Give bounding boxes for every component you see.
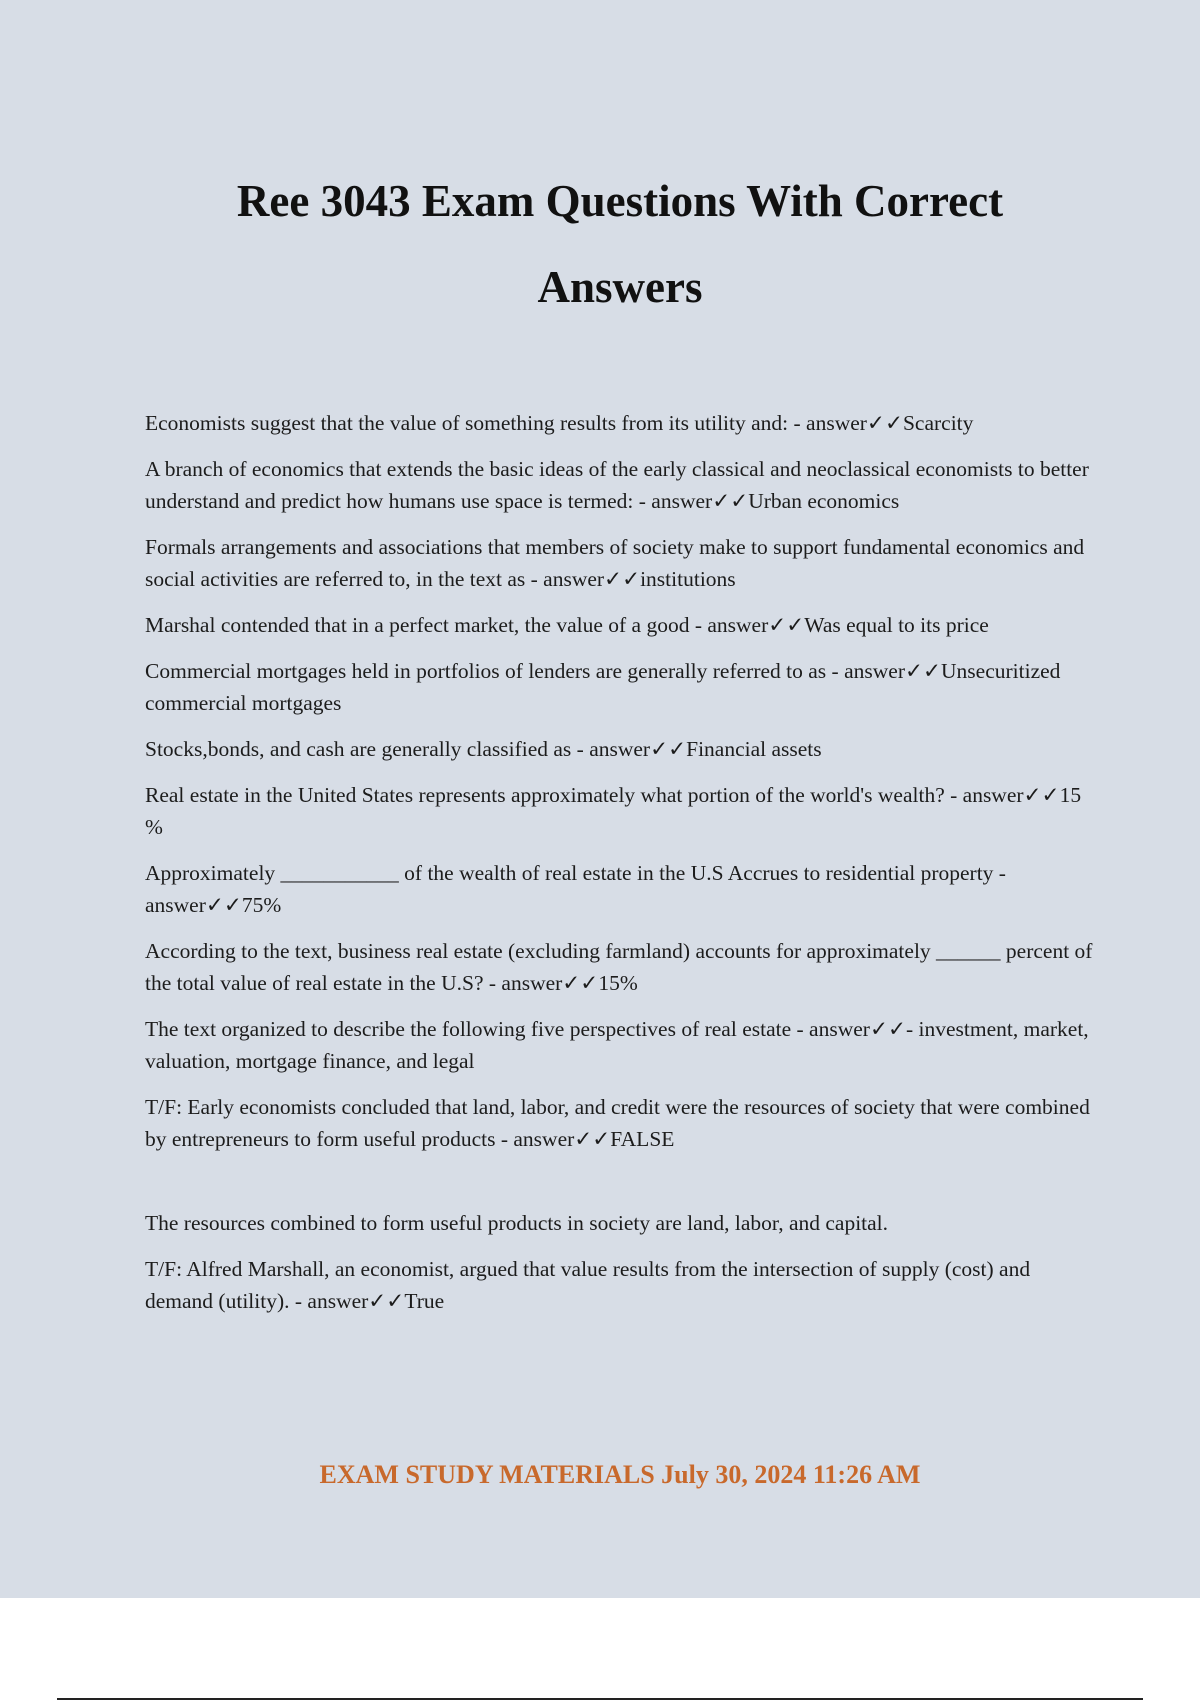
qa-item: Economists suggest that the value of something results from its utility and: - answer✓✓Scarcity [145,411,974,435]
qa-item: Formals arrangements and associations that members of society make to support fundamental economics and social activities are referred to, in the text as - answer✓✓institutions [145,535,1085,591]
qa-item: Commercial mortgages held in portfolios of lenders are generally referred to as - answer✓✓Unsecuritized commercial mortgages [145,659,1061,715]
qa-item: Marshal contended that in a perfect market, the value of a good - answer✓✓Was equal to its price [145,613,989,637]
qa-item: The text organized to describe the following five perspectives of real estate - answer✓✓- investment, market, valuation, mortgage finance, and legal [145,1017,1089,1073]
qa-list [145,407,1095,1331]
qa-item: Stocks,bonds, and cash are generally classified as - answer✓✓Financial assets [145,737,822,761]
qa-item: According to the text, business real estate (excluding farmland) accounts for approximately ______ percent of the total value of real estate in the U.S? - answer✓✓15% [145,939,1093,995]
qa-item: T/F: Early economists concluded that land, labor, and credit were the resources of society that were combined by entrepreneurs to form useful products - answer✓✓FALSE [145,1095,1090,1151]
qa-item: Approximately ___________ of the wealth of real estate in the U.S Accrues to residential property - answer✓✓75% [145,861,1006,917]
qa-item: T/F: Alfred Marshall, an economist, argued that value results from the intersection of supply (cost) and demand (utility). - answer✓✓True [145,1257,1031,1313]
qa-note: The resources combined to form useful products in society are land, labor, and capital. [145,1211,889,1235]
document-title: Ree 3043 Exam Questions With Correct Answers [236,176,1004,312]
qa-item: A branch of economics that extends the basic ideas of the early classical and neoclassical economists to better understand and predict how humans use space is termed: - answer✓✓Urban economics [145,457,1089,513]
paragraph-spacer [145,1169,1095,1207]
study-materials-stamp: EXAM STUDY MATERIALS July 30, 2024 11:26 AM [319,1460,921,1489]
qa-item: Real estate in the United States represents approximately what portion of the world's wealth? - answer✓✓15 % [145,783,1082,839]
